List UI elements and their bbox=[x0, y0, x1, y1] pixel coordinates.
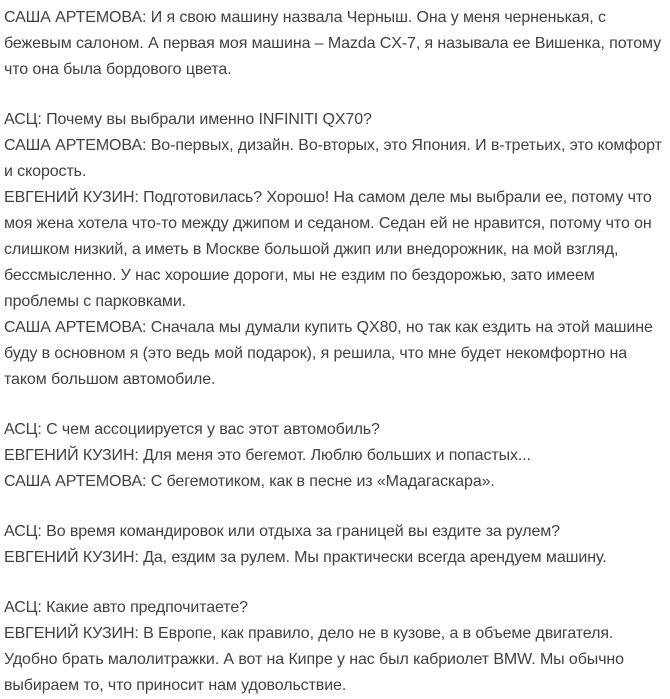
speaker-separator: : bbox=[142, 319, 151, 336]
speaker-name: САША АРТЕМОВА bbox=[4, 319, 143, 336]
utterance-text: С бегемотиком, как в песне из «Мадагаскара». bbox=[150, 473, 495, 490]
speaker-name: ЕВГЕНИЙ КУЗИН bbox=[4, 625, 135, 642]
dialog-block bbox=[4, 519, 663, 571]
utterance-text: С чем ассоциируется у вас этот автомобиль? bbox=[46, 421, 380, 438]
speaker-name: АСЦ bbox=[4, 421, 38, 438]
utterance-text: Во время командировок или отдыха за границей вы ездите за рулем? bbox=[46, 523, 560, 540]
speaker-separator: : bbox=[142, 473, 151, 490]
speaker-name: АСЦ bbox=[4, 523, 38, 540]
dialog-block bbox=[4, 417, 663, 495]
utterance bbox=[4, 545, 663, 571]
speaker-name: АСЦ bbox=[4, 599, 38, 616]
utterance-text: Подготовилась? Хорошо! На самом деле мы выбрали ее, потому что моя жена хотела что-то между джипом и седаном. Седан ей не нравится, потому что он слишком низкий, а иметь в Москве большой джип или внедорожник, на мой взгляд, бессмысленно. У нас хорошие дороги, мы не ездим по бездорожью, зато имеем проблемы с парковками. bbox=[4, 189, 652, 310]
dialog-block bbox=[4, 107, 663, 393]
utterance bbox=[4, 469, 663, 495]
utterance-text: Да, ездим за рулем. Мы практически всегда арендуем машину. bbox=[143, 549, 607, 566]
utterance-text: В Европе, как правило, дело не в кузове, а в объеме двигателя. Удобно брать малолитражки. А вот на Кипре у нас был кабриолет BMW. Мы обычно выбираем то, что приносит нам удовольствие. bbox=[4, 625, 624, 694]
speaker-name: ЕВГЕНИЙ КУЗИН bbox=[4, 189, 135, 206]
speaker-name: ЕВГЕНИЙ КУЗИН bbox=[4, 549, 135, 566]
utterance bbox=[4, 107, 663, 133]
speaker-name: АСЦ bbox=[4, 111, 38, 128]
speaker-separator: : bbox=[134, 549, 144, 566]
speaker-name: САША АРТЕМОВА bbox=[4, 137, 143, 154]
utterance-text: И я свою машину назвала Черныш. Она у меня черненькая, с бежевым салоном. А первая моя машина – Mazda CX-7, я называла ее Вишенка, потому что она была бордового цвета. bbox=[4, 9, 662, 78]
utterance bbox=[4, 315, 663, 393]
speaker-separator: : bbox=[134, 625, 144, 642]
utterance bbox=[4, 185, 663, 315]
speaker-name: САША АРТЕМОВА bbox=[4, 9, 143, 26]
dialog-block bbox=[4, 595, 663, 699]
utterance bbox=[4, 519, 663, 545]
utterance-text: Какие авто предпочитаете? bbox=[46, 599, 248, 616]
utterance bbox=[4, 621, 663, 699]
speaker-separator: : bbox=[142, 137, 151, 154]
speaker-name: ЕВГЕНИЙ КУЗИН bbox=[4, 447, 135, 464]
dialog-block bbox=[4, 5, 663, 83]
speaker-separator: : bbox=[37, 523, 47, 540]
speaker-separator: : bbox=[134, 447, 144, 464]
utterance-text: Для меня это бегемот. Люблю больших и попастых... bbox=[143, 447, 531, 464]
speaker-separator: : bbox=[142, 9, 151, 26]
speaker-name: САША АРТЕМОВА bbox=[4, 473, 143, 490]
utterance bbox=[4, 5, 663, 83]
utterance bbox=[4, 443, 663, 469]
speaker-separator: : bbox=[37, 111, 47, 128]
utterance-text: Сначала мы думали купить QX80, но так как ездить на этой машине буду в основном я (это ведь мой подарок), я решила, что мне будет некомфортно на таком большом автомобиле. bbox=[4, 319, 653, 388]
speaker-separator: : bbox=[37, 599, 47, 616]
utterance-text: Почему вы выбрали именно INFINITI QX70? bbox=[46, 111, 372, 128]
utterance bbox=[4, 417, 663, 443]
speaker-separator: : bbox=[37, 421, 47, 438]
speaker-separator: : bbox=[134, 189, 144, 206]
utterance bbox=[4, 133, 663, 185]
utterance bbox=[4, 595, 663, 621]
utterance-text: Во-первых, дизайн. Во-вторых, это Япония. И в-третьих, это комфорт и скорость. bbox=[4, 137, 662, 180]
